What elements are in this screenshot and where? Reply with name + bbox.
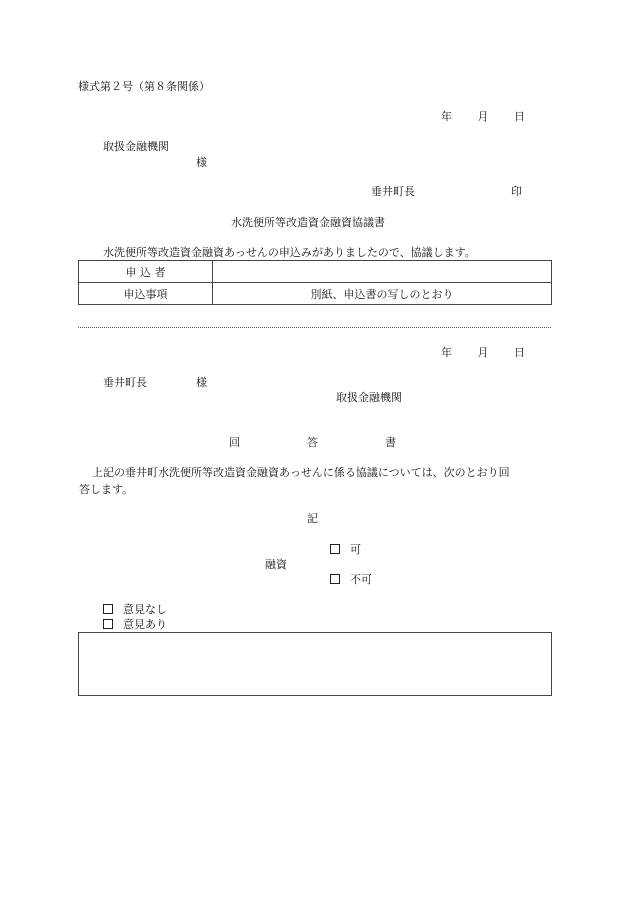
form-number-label: 様式第２号（第８条関係） (78, 80, 210, 93)
request-date (441, 111, 525, 122)
applicant-label: 申 込 者 (79, 261, 213, 283)
reply-date-month: 月 (477, 346, 489, 359)
loan-approve-option[interactable] (330, 544, 361, 555)
opinion-text-box[interactable] (78, 632, 552, 696)
reply-body-line-2: 答します。 (79, 483, 134, 496)
opinion-yes-label: 意見あり (123, 618, 167, 631)
reply-title-char-2: 答 (307, 436, 318, 449)
opinion-yes-checkbox[interactable] (103, 619, 113, 629)
loan-label: 融資 (265, 558, 287, 571)
deny-checkbox[interactable] (330, 574, 340, 584)
application-item-value: 別紙、申込書の写しのとおり (213, 283, 552, 305)
request-date-month: 月 (477, 110, 489, 123)
table-row (79, 283, 552, 305)
ki-heading: 記 (307, 512, 318, 525)
opinion-yes-option[interactable] (103, 619, 167, 630)
opinion-none-option[interactable] (103, 604, 167, 615)
opinion-none-label: 意見なし (123, 603, 167, 616)
request-addressee-honorific: 様 (196, 156, 207, 169)
approve-label: 可 (350, 543, 361, 556)
request-sender: 垂井町長 (371, 185, 415, 198)
reply-sender: 取扱金融機関 (336, 391, 402, 404)
cut-line-divider (78, 327, 551, 328)
table-row (79, 261, 552, 283)
reply-date-day: 日 (514, 346, 525, 359)
reply-addressee: 垂井町長 (103, 376, 147, 389)
request-body: 水洗便所等改造資金融資あっせんの申込みがありましたので、協議します。 (103, 246, 476, 259)
reply-date (441, 347, 525, 358)
applicant-value[interactable] (213, 261, 552, 283)
request-addressee: 取扱金融機関 (103, 140, 169, 153)
opinion-none-checkbox[interactable] (103, 604, 113, 614)
loan-deny-option[interactable] (330, 574, 372, 585)
request-table (78, 260, 552, 305)
request-date-year: 年 (441, 110, 452, 123)
application-item-label: 申込事項 (79, 283, 213, 305)
request-date-day: 日 (514, 110, 525, 123)
reply-date-year: 年 (441, 346, 452, 359)
reply-title-char-3: 書 (385, 436, 396, 449)
reply-title-char-1: 回 (229, 436, 240, 449)
deny-label: 不可 (350, 573, 372, 586)
approve-checkbox[interactable] (330, 544, 340, 554)
request-seal: 印 (511, 185, 522, 198)
reply-body-line-1: 上記の垂井町水洗便所等改造資金融資あっせんに係る協議については、次のとおり回 (92, 466, 510, 479)
request-title: 水洗便所等改造資金融資協議書 (231, 216, 385, 229)
reply-addressee-honorific: 様 (196, 376, 207, 389)
